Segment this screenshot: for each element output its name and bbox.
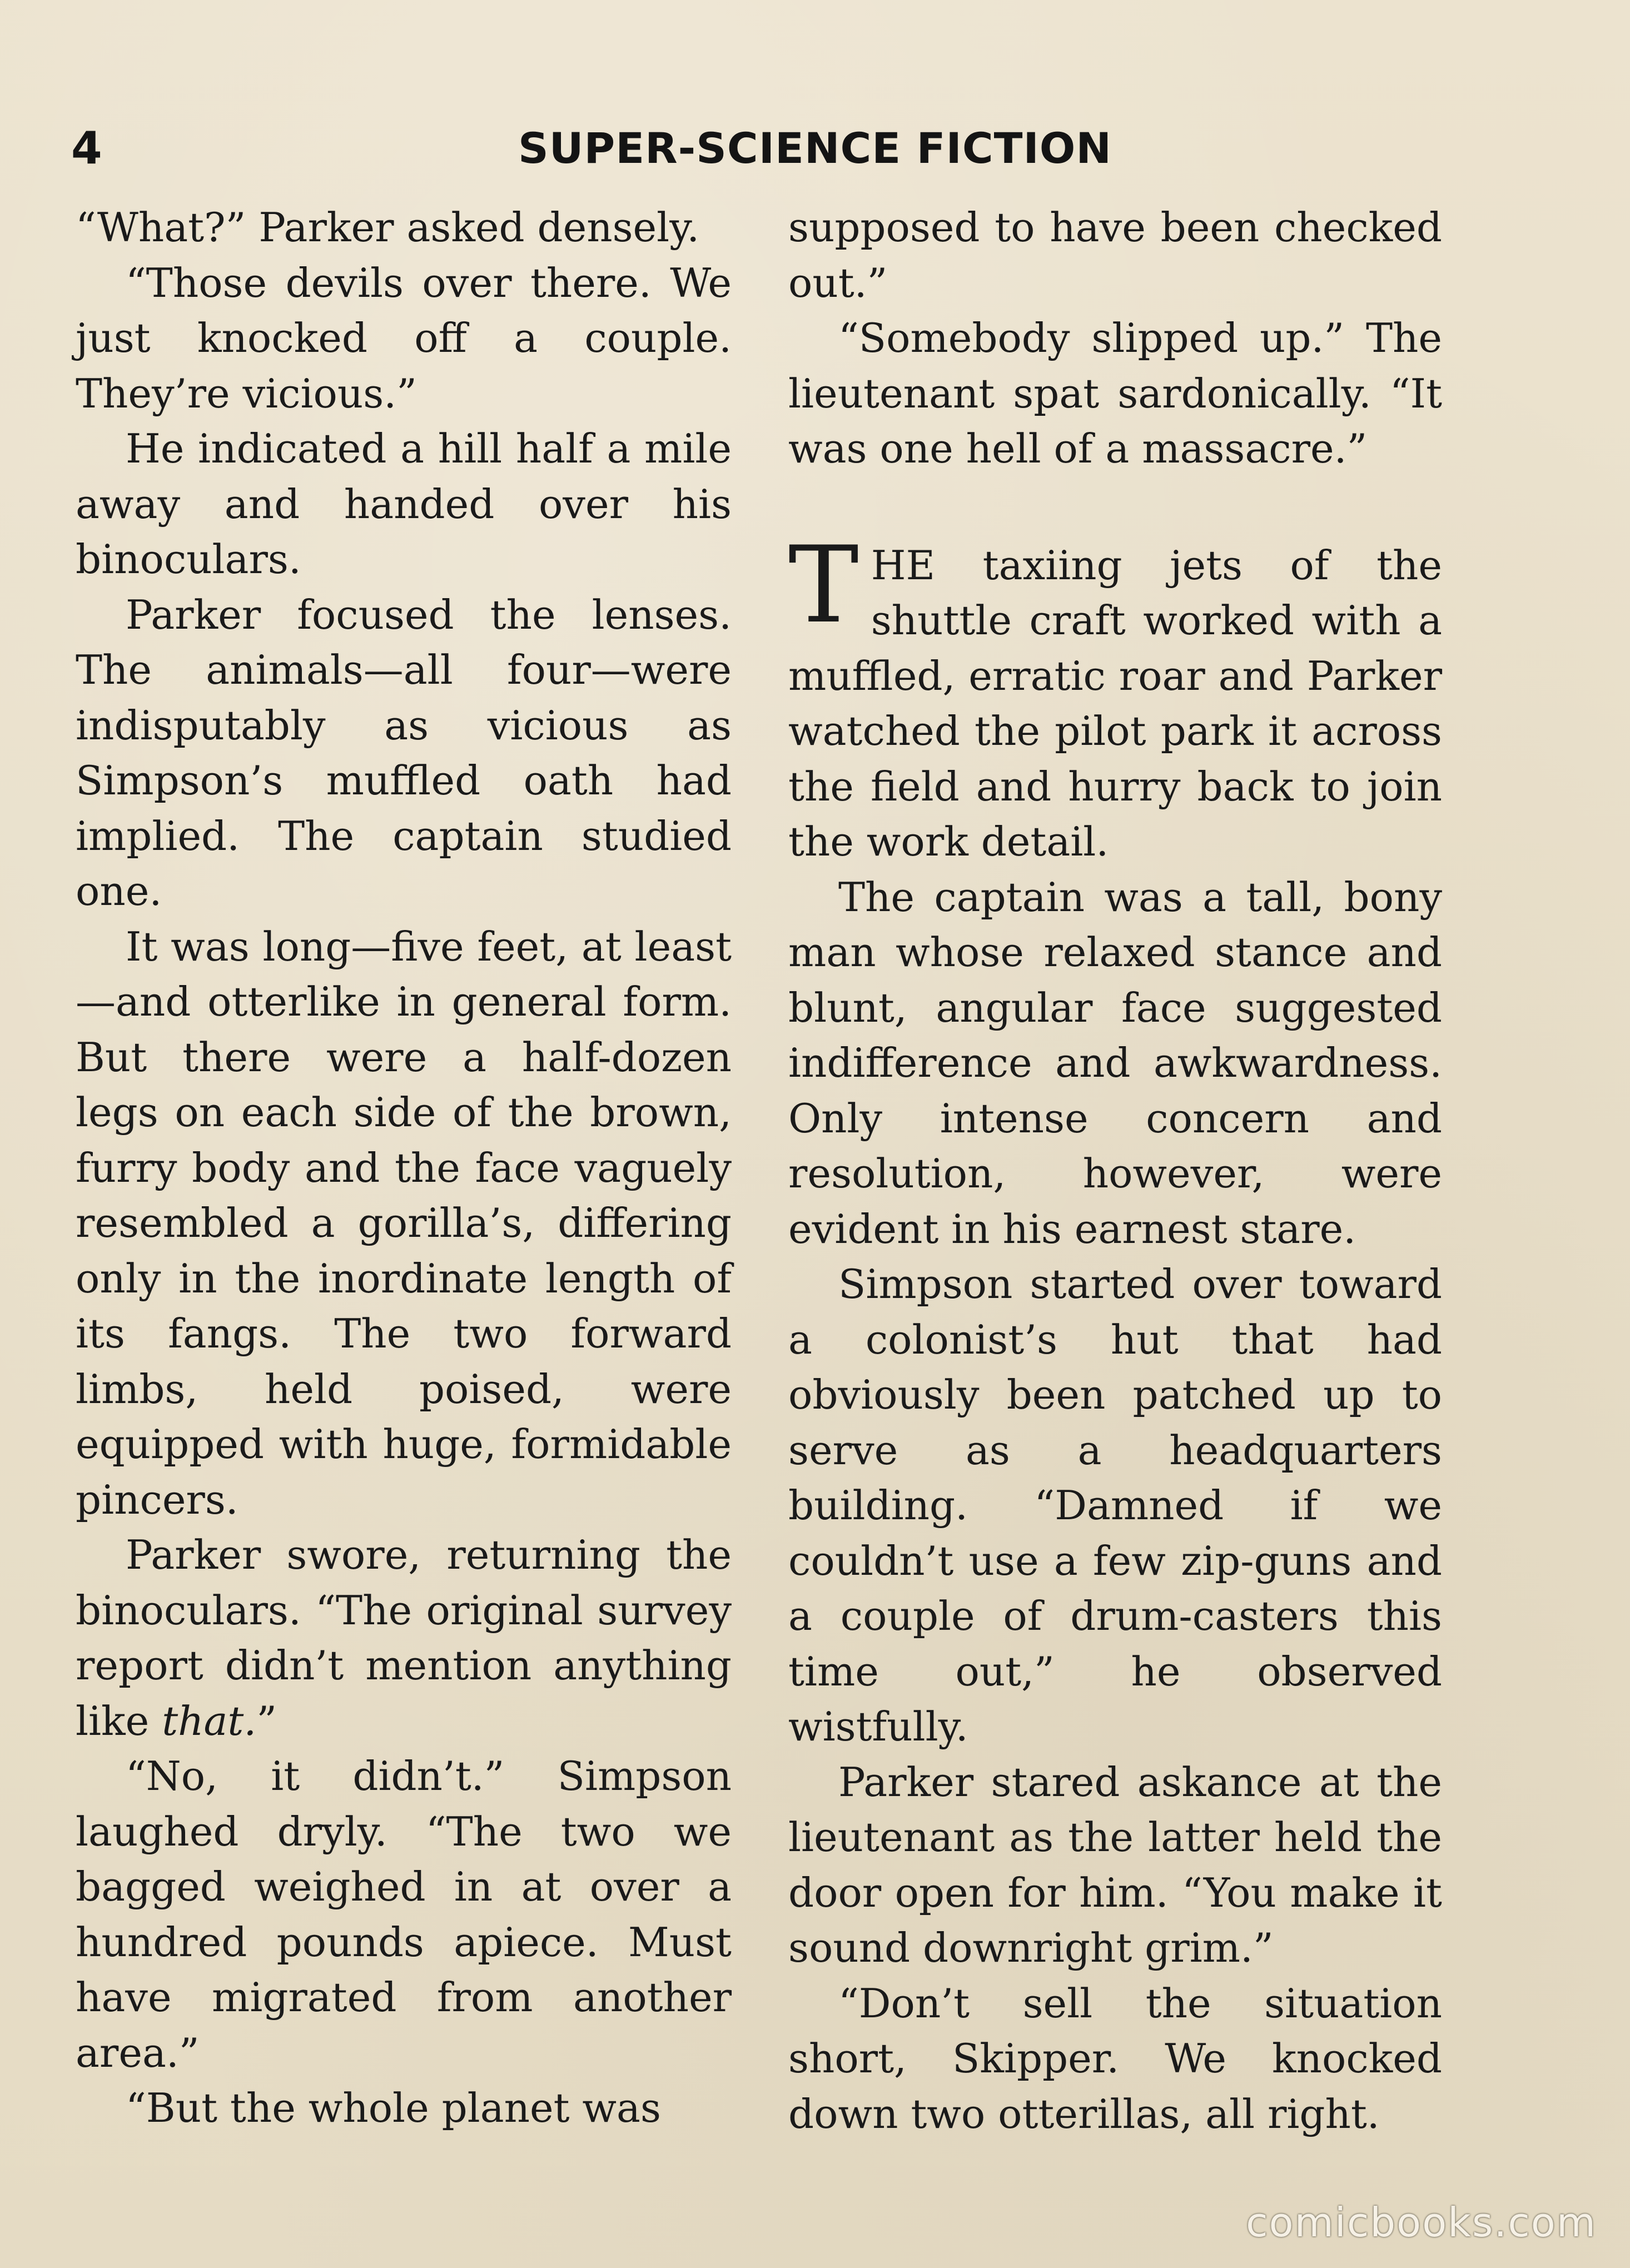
paragraph-text: HE taxiing jets of the shuttle craft worked with a muffled, erratic roar and Parker watched the pilot park it across the field and hurry back to join the work detail. [788,541,1442,865]
paragraph: It was long—five feet, at least—and otterlike in general form. But there were a half-dozen legs on each side of the brown, furry body and the face vaguely resembled a gorilla’s, differing only in the inordinate length of its fangs. The two forward limbs, held poised, were equipped with huge, formidable pincers. [76,923,732,1523]
paragraph: Parker stared askance at the lieutenant as the latter held the door open for him. “You make it sound downright grim.” [788,1758,1442,1971]
closing-quote: ” [256,1697,277,1744]
italic-word: that. [162,1697,257,1744]
paragraph: “What?” Parker asked densely. [76,204,700,251]
paragraph: “No, it didn’t.” Simpson laughed dryly. “The two we bagged weighed in at over a hundred pounds apiece. Must have migrated from another area.” [76,1753,732,2076]
paragraph: “Somebody slipped up.” The lieutenant spat sardonically. “It was one hell of a massacre.” [788,315,1442,472]
right-column [788,200,1442,2142]
watermark: comicbooks.com [1245,2199,1597,2246]
left-column [76,200,732,2136]
drop-cap: T [788,523,859,646]
section-start-paragraph [788,523,1442,870]
paragraph: Parker focused the lenses. The animals—all four—were indisputably as vicious as Simpson’s muffled oath had implied. The captain studied one. [76,591,732,914]
paragraph: supposed to have been checked out.” [788,204,1442,306]
paragraph [76,1528,732,1749]
paragraph: “Those devils over there. We just knocked off a couple. They’re vicious.” [76,259,732,417]
page-header [0,118,1630,179]
running-title: SUPER-SCIENCE FICTION [518,123,1112,173]
paragraph: “But the whole planet was [126,2085,661,2131]
paragraph: Simpson started over toward a colonist’s hut that had obviously been patched up to serve as a headquarters building. “Damned if we couldn’t use a few zip-guns and a couple of drum-casters this time out,” he observed wistfully. [788,1261,1442,1750]
paragraph-text: Parker swore, returning the binoculars. “The original survey report didn’t mention anything like [76,1531,732,1744]
page-number: 4 [71,122,102,174]
paragraph: He indicated a hill half a mile away and handed over his binoculars. [76,425,732,583]
paragraph: The captain was a tall, bony man whose relaxed stance and blunt, angular face suggested indifference and awkwardness. Only intense concern and resolution, however, were evident in his earnest stare. [788,873,1442,1252]
paragraph: “Don’t sell the situation short, Skipper. We knocked down two otterillas, all right. [788,1979,1442,2137]
